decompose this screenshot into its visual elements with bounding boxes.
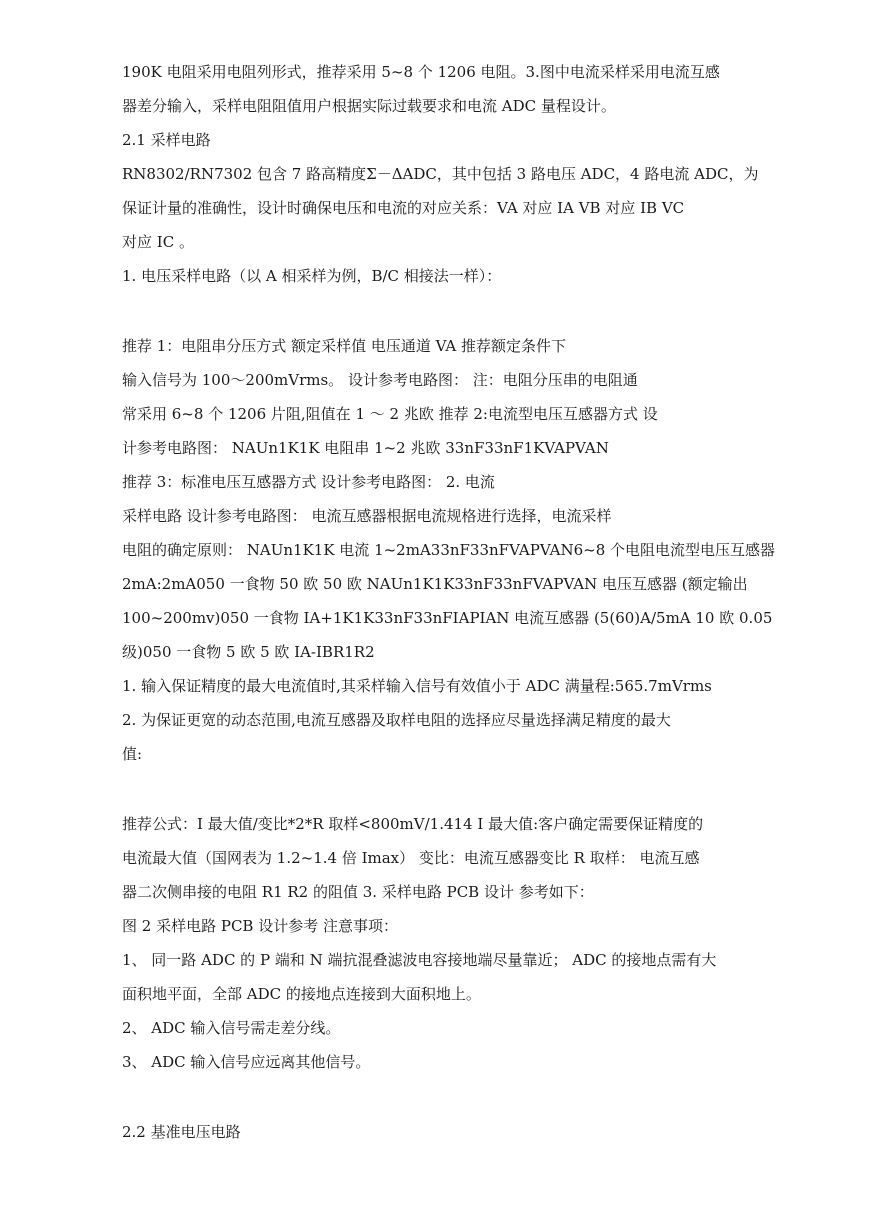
text-line: 电流最大值（国网表为 1.2~1.4 倍 Imax） 变比：电流互感器变比 R 取样： 电流互感 <box>122 849 700 867</box>
text-line: 1、 同一路 ADC 的 P 端和 N 端抗混叠滤波电容接地端尽量靠近； ADC 的接地点需有大 <box>122 951 717 969</box>
text-line: 推荐 1：电阻串分压方式 额定采样值 电压通道 VA 推荐额定条件下 <box>122 337 567 355</box>
text-line: 1. 电压采样电路（以 A 相采样为例，B/C 相接法一样）： <box>122 267 502 285</box>
text-line: 1. 输入保证精度的最大电流值时,其采样输入信号有效值小于 ADC 满量程:565.7mVrms <box>122 677 712 695</box>
text-line: 采样电路 设计参考电路图： 电流互感器根据电流规格进行选择，电流采样 <box>122 507 612 525</box>
text-line: 器差分输入，采样电阻阻值用户根据实际过载要求和电流 ADC 量程设计。 <box>122 97 616 115</box>
text-line: 190K 电阻采用电阻列形式，推荐采用 5~8 个 1206 电阻。3.图中电流采样采用电流互感 <box>122 63 720 81</box>
text-line: 保证计量的准确性，设计时确保电压和电流的对应关系：VA 对应 IA VB 对应 IB VC <box>122 199 685 217</box>
text-line: RN8302/RN7302 包含 7 路高精度Σ－ΔADC，其中包括 3 路电压 ADC，4 路电流 ADC，为 <box>122 165 759 183</box>
text-line: 推荐公式：I 最大值/变比*2*R 取样<800mV/1.414 I 最大值:客户确定需要保证精度的 <box>122 815 704 833</box>
text-line: 2、 ADC 输入信号需走差分线。 <box>122 1019 341 1037</box>
text-line: 3、 ADC 输入信号应远离其他信号。 <box>122 1053 371 1071</box>
text-line: 值: <box>122 745 143 763</box>
text-line: 电阻的确定原则： NAUn1K1K 电流 1~2mA33nF33nFVAPVAN6~8 个电阻电流型电压互感器 <box>122 541 776 559</box>
text-line: 常采用 6~8 个 1206 片阻,阻值在 1 ～ 2 兆欧 推荐 2:电流型电压互感器方式 设 <box>122 405 658 423</box>
section-heading: 2.1 采样电路 <box>122 131 211 149</box>
text-line: 推荐 3：标准电压互感器方式 设计参考电路图： 2. 电流 <box>122 473 495 491</box>
text-line: 面积地平面，全部 ADC 的接地点连接到大面积地上。 <box>122 985 481 1003</box>
text-line: 输入信号为 100～200mVrms。 设计参考电路图： 注：电阻分压串的电阻通 <box>122 371 638 389</box>
text-line: 器二次侧串接的电阻 R1 R2 的阻值 3. 采样电路 PCB 设计 参考如下： <box>122 883 594 901</box>
text-line: 计参考电路图： NAUn1K1K 电阻串 1~2 兆欧 33nF33nF1KVAPVAN <box>122 439 609 457</box>
section-heading: 2.2 基准电压电路 <box>122 1123 241 1141</box>
text-line: 对应 IC 。 <box>122 233 194 251</box>
text-line: 级)050 一食物 5 欧 5 欧 IA-IBR1R2 <box>122 643 375 661</box>
text-line: 2mA:2mA050 一食物 50 欧 50 欧 NAUn1K1K33nF33nFVAPVAN 电压互感器 (额定输出 <box>122 575 748 593</box>
text-line: 图 2 采样电路 PCB 设计参考 注意事项： <box>122 917 398 935</box>
text-line: 2. 为保证更宽的动态范围,电流互感器及取样电阻的选择应尽量选择满足精度的最大 <box>122 711 671 729</box>
text-line: 100~200mv)050 一食物 IA+1K1K33nF33nFIAPIAN 电流互感器 (5(60)A/5mA 10 欧 0.05 <box>122 609 773 627</box>
